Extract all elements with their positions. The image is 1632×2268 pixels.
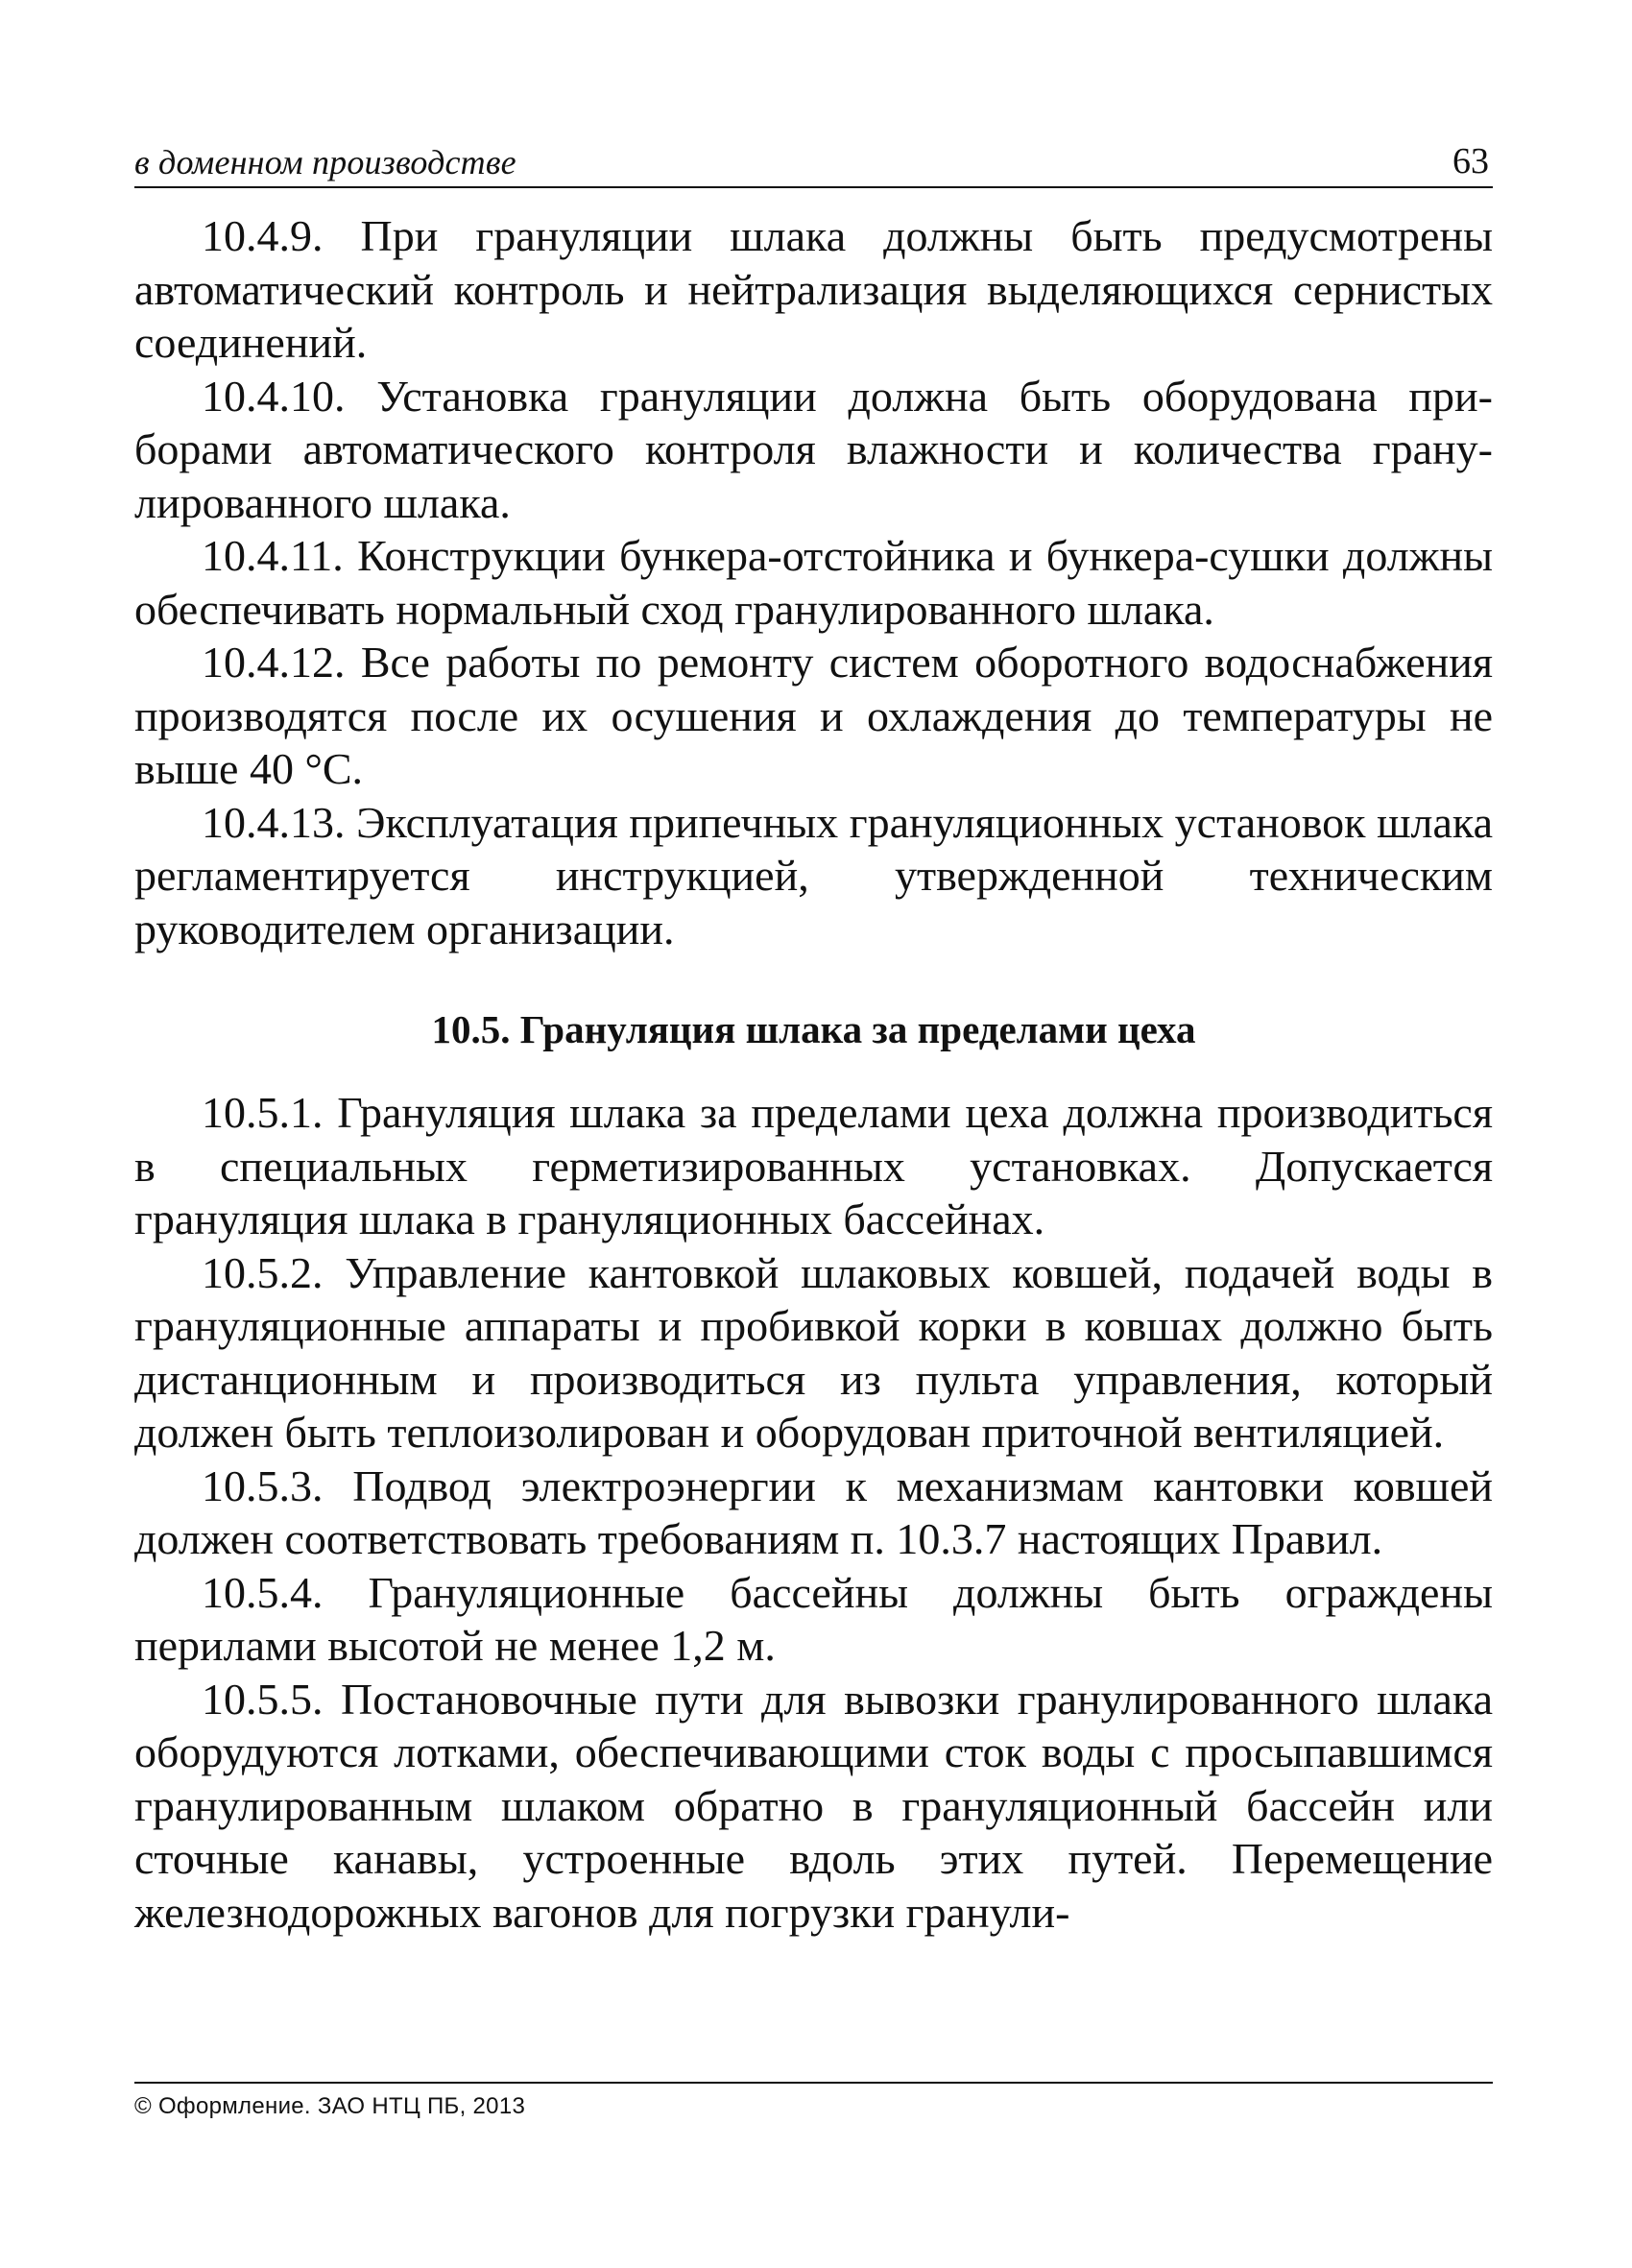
copyright-notice: © Оформление. ЗАО НТЦ ПБ, 2013: [134, 2093, 526, 2119]
paragraph-10-4-9: 10.4.9. При грануляции шлака должны быть предусмотрены автоматический контроль и нейтрализация выделяющихся сернистых соединений.: [134, 211, 1493, 367]
paragraph-10-4-10: 10.4.10. Установка грануляции должна быть оборудована приборами автоматического контроля влажности и количества гранулированного шлака.: [134, 371, 1493, 527]
running-header: [134, 134, 1493, 188]
paragraph-10-4-13: 10.4.13. Эксплуатация припечных грануляционных установок шлака регламентируется инструкцией, утвержденной техническим руководителем организации.: [134, 797, 1493, 953]
paragraph-10-5-4: 10.5.4. Грануляционные бассейны должны быть ограждены перилами высотой не менее 1,2 м.: [134, 1567, 1493, 1670]
paragraph-10-5-2: 10.5.2. Управление кантовкой шлаковых ковшей, подачей воды в грануляционные аппараты и пробивкой корки в ковшах должно быть дистанционным и производиться из пульта управления, который должен быть теплоизолирован и оборудован приточной вентиляцией.: [134, 1247, 1493, 1457]
paragraph-10-4-11: 10.4.11. Конструкции бункера-отстойника и бункера-сушки должны обеспечивать нормальный сход гранулированного шлака.: [134, 531, 1493, 634]
paragraph-10-5-5: 10.5.5. Постановочные пути для вывозки гранулированного шлака оборудуются лотками, обеспечивающими сток воды с просыпавшимся гранулированным шлаком обратно в грануляционный бассейн или сточные канавы, устроенные вдоль этих путей. Перемещение железнодорожных вагонов для погрузки гранули-: [134, 1674, 1493, 1937]
section-heading: 10.5. Грануляция шлака за пределами цеха: [431, 1007, 1196, 1051]
page-number: 63: [1452, 141, 1489, 181]
page-footer: [134, 2082, 1493, 2120]
running-header-title: в доменном производстве: [134, 143, 516, 181]
paragraph-10-5-3: 10.5.3. Подвод электроэнергии к механизмам кантовки ковшей должен соответствовать требованиям п. 10.3.7 настоящих Правил.: [134, 1460, 1493, 1563]
body-text: [134, 209, 1493, 1939]
paragraph-10-5-1: 10.5.1. Грануляция шлака за пределами цеха должна производиться в специальных герметизированных установках. Допускается грануляция шлака в грануляционных бассейнах.: [134, 1088, 1493, 1243]
document-page: [134, 134, 1493, 1939]
paragraph-10-4-12: 10.4.12. Все работы по ремонту систем оборотного водоснабжения производятся после их осушения и охлаждения до температуры не выше 40 °С.: [134, 638, 1493, 793]
